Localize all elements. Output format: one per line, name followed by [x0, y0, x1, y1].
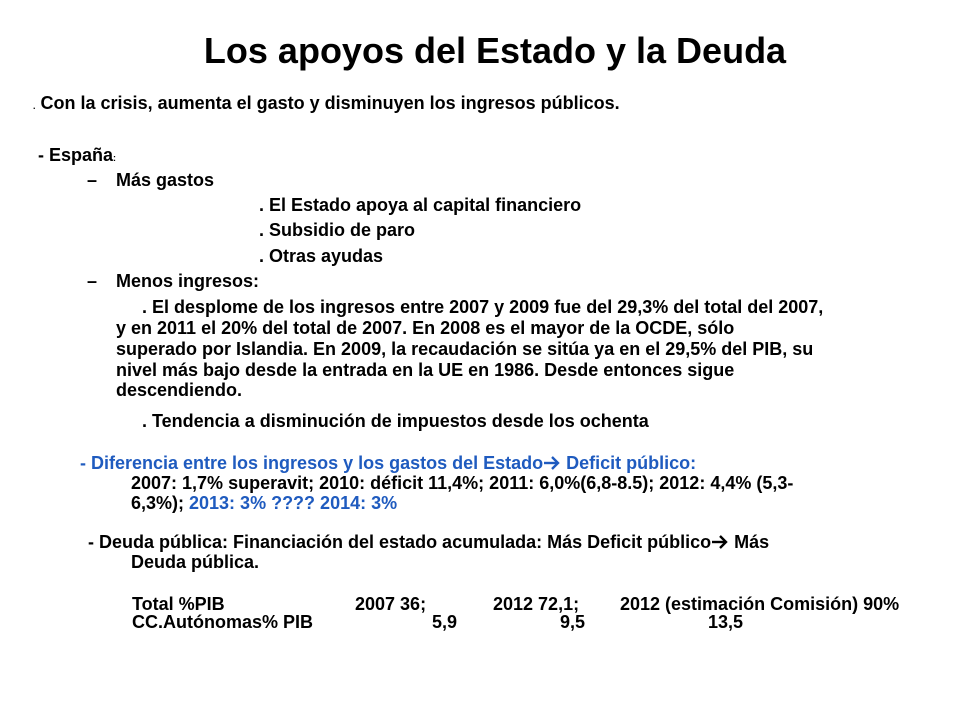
deficit-heading-text: - Diferencia entre los ingresos y los gastos del Estado — [80, 453, 544, 473]
less-income-label: Menos ingresos: — [116, 271, 260, 291]
debt-heading — [88, 532, 769, 552]
debt-ccaa-row — [0, 612, 960, 632]
spain-label: - España — [38, 145, 114, 165]
income-paragraph-line: descendiendo. — [116, 380, 243, 400]
dash-marker: – — [87, 170, 98, 190]
income-paragraph-line: nivel más bajo desde la entrada en la UE en 1986. Desde entonces sigue — [116, 360, 735, 380]
spending-sub-item: . Otras ayudas — [259, 246, 384, 266]
deficit-values-line — [131, 493, 397, 513]
row-value: 5,9 — [432, 612, 458, 632]
deficit-heading — [80, 453, 696, 473]
deficit-values-line: 2007: 1,7% superavit; 2010: déficit 11,4%; 2011: 6,0%(6,8-8.5); 2012: 4,4% (5,3- — [131, 473, 794, 493]
debt-heading-continuation: Deuda pública. — [131, 552, 260, 572]
row-value: 2012 (estimación Comisión) 90% — [620, 594, 900, 614]
spending-sub-item: . El Estado apoya al capital financiero — [259, 195, 582, 215]
deficit-values-text: 6,3%); — [131, 493, 185, 513]
row-value: 9,5 — [560, 612, 586, 632]
income-paragraph-line: y en 2011 el 20% del total de 2007. En 2008 es el mayor de la OCDE, sólo — [116, 318, 735, 338]
deficit-forecast-text: 2013: 3% ???? 2014: 3% — [184, 493, 398, 513]
row-value: 2012 72,1; — [493, 594, 580, 614]
less-income-item — [87, 271, 260, 291]
right-arrow-icon — [711, 534, 729, 550]
row-label: CC.Autónomas% PIB — [132, 612, 314, 632]
more-spending-item — [87, 170, 215, 190]
row-value: 13,5 — [708, 612, 744, 632]
tax-trend-text: . Tendencia a disminución de impuestos desde los ochenta — [142, 411, 649, 431]
spending-sub-item: . Subsidio de paro — [259, 220, 416, 240]
deficit-heading-label: Deficit público: — [561, 453, 697, 473]
right-arrow-icon — [543, 455, 561, 471]
more-spending-label: Más gastos — [116, 170, 215, 190]
spain-heading — [38, 145, 116, 168]
intro-line — [33, 93, 620, 116]
intro-text: Con la crisis, aumenta el gasto y disminuyen los ingresos públicos. — [40, 93, 620, 113]
income-paragraph-line: . El desplome de los ingresos entre 2007 y 2009 fue del 29,3% del total del 2007, — [142, 297, 824, 317]
debt-heading-text: - Deuda pública: Financiación del estado acumulada: Más Deficit público — [88, 532, 712, 552]
row-value: 2007 36; — [355, 594, 427, 614]
debt-total-row — [0, 594, 960, 614]
debt-heading-label: Más — [729, 532, 770, 552]
spain-colon: : — [113, 153, 117, 163]
dash-marker: – — [87, 271, 98, 291]
intro-bullet: . — [33, 101, 36, 111]
page-title: Los apoyos del Estado y la Deuda — [203, 30, 787, 71]
row-label: Total %PIB — [132, 594, 225, 614]
income-paragraph-line: superado por Islandia. En 2009, la recaudación se sitúa ya en el 29,5% del PIB, su — [116, 339, 814, 359]
